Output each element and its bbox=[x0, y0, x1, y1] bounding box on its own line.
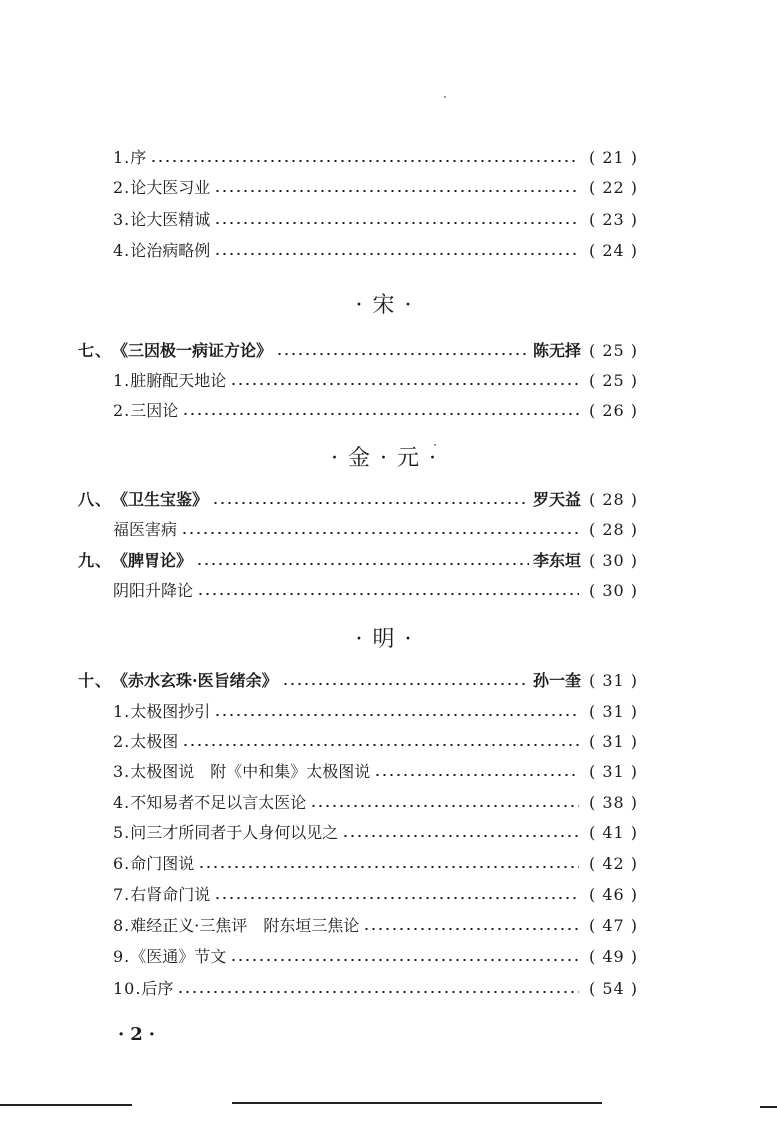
entry-title: 三因论 bbox=[130, 401, 179, 420]
chapter-number: 八、 bbox=[78, 490, 113, 509]
chapter-title: 《卫生宝鉴》 bbox=[112, 490, 209, 509]
entry-number: 10. bbox=[113, 979, 142, 998]
toc-chapter bbox=[78, 548, 638, 574]
page-number: ·2· bbox=[118, 1024, 162, 1045]
entry-title: 后序 bbox=[141, 979, 174, 998]
toc-entry bbox=[113, 882, 638, 908]
entry-title: 论大医习业 bbox=[130, 178, 211, 197]
entry-title: 太极图 bbox=[130, 732, 179, 751]
scan-edge-line bbox=[232, 1102, 602, 1104]
chapter-author: 李东垣 bbox=[532, 551, 581, 570]
dot-leader bbox=[363, 927, 579, 931]
dot-leader bbox=[374, 773, 579, 777]
toc-entry bbox=[113, 145, 638, 171]
dot-leader bbox=[276, 352, 529, 356]
entry-page: ( 47 ) bbox=[588, 916, 638, 935]
toc-entry bbox=[113, 578, 638, 604]
entry-page: ( 31 ) bbox=[588, 762, 638, 781]
entry-page: ( 21 ) bbox=[588, 148, 638, 167]
toc-entry bbox=[113, 790, 638, 816]
toc-chapter bbox=[78, 668, 638, 694]
dot-leader bbox=[182, 743, 579, 747]
entry-page: ( 49 ) bbox=[588, 947, 638, 966]
chapter-title: 《脾胃论》 bbox=[112, 551, 193, 570]
dot-leader bbox=[214, 189, 579, 193]
dot-leader bbox=[196, 562, 529, 566]
entry-number: 4. bbox=[113, 793, 131, 812]
chapter-title: 《赤水玄珠·医旨绪余》 bbox=[112, 671, 278, 690]
dot-leader bbox=[181, 531, 579, 535]
entry-number: 2. bbox=[113, 401, 131, 420]
entry-title: 太极图抄引 bbox=[130, 702, 211, 721]
entry-number: 3. bbox=[113, 210, 131, 229]
entry-title: 论大医精诚 bbox=[130, 210, 211, 229]
dot-leader bbox=[282, 682, 529, 686]
entry-number: 1. bbox=[113, 148, 131, 167]
dot-leader bbox=[177, 990, 579, 994]
toc-entry bbox=[113, 913, 638, 939]
entry-page: ( 46 ) bbox=[588, 885, 638, 904]
dot-leader bbox=[342, 834, 579, 838]
entry-title: 论治病略例 bbox=[130, 241, 211, 260]
toc-entry bbox=[113, 368, 638, 394]
entry-page: ( 23 ) bbox=[588, 210, 638, 229]
entry-page: ( 25 ) bbox=[588, 341, 638, 360]
entry-title: 福医害病 bbox=[113, 520, 178, 539]
section-heading-ming: ·明· bbox=[355, 627, 422, 652]
entry-title: 命门图说 bbox=[130, 854, 195, 873]
dot-leader bbox=[197, 592, 579, 596]
dot-leader bbox=[230, 382, 579, 386]
section-heading-jinyuan: ·金·元· bbox=[331, 446, 446, 471]
toc-entry bbox=[113, 699, 638, 725]
toc-chapter bbox=[78, 338, 638, 364]
toc-entry bbox=[113, 851, 638, 877]
dot-leader bbox=[310, 804, 579, 808]
scan-speck bbox=[444, 96, 446, 98]
toc-entry bbox=[113, 759, 638, 785]
entry-page: ( 24 ) bbox=[588, 241, 638, 260]
dot-leader bbox=[214, 252, 579, 256]
toc-entry bbox=[113, 976, 638, 1002]
toc-entry bbox=[113, 207, 638, 233]
dot-leader bbox=[198, 865, 579, 869]
entry-number: 5. bbox=[113, 823, 131, 842]
entry-number: 4. bbox=[113, 241, 131, 260]
dot-leader bbox=[230, 958, 579, 962]
entry-title: 不知易者不足以言太医论 bbox=[130, 793, 307, 812]
entry-page: ( 28 ) bbox=[588, 520, 638, 539]
section-heading-song: ·宋· bbox=[355, 293, 422, 318]
toc-chapter bbox=[78, 487, 638, 513]
entry-page: ( 31 ) bbox=[588, 702, 638, 721]
entry-page: ( 28 ) bbox=[588, 490, 638, 509]
chapter-number: 七、 bbox=[78, 341, 113, 360]
entry-page: ( 41 ) bbox=[588, 823, 638, 842]
entry-page: ( 31 ) bbox=[588, 732, 638, 751]
entry-title: 《医通》节文 bbox=[130, 947, 227, 966]
entry-title: 序 bbox=[130, 148, 147, 167]
entry-title: 太极图说 附《中和集》太极图说 bbox=[130, 762, 371, 781]
dot-leader bbox=[214, 713, 579, 717]
scan-speck bbox=[434, 444, 436, 446]
toc-entry bbox=[113, 517, 638, 543]
entry-number: 6. bbox=[113, 854, 131, 873]
toc-entry bbox=[113, 175, 638, 201]
toc-entry bbox=[113, 729, 638, 755]
chapter-number: 十、 bbox=[78, 671, 113, 690]
scan-edge-line bbox=[0, 1104, 132, 1106]
scan-edge-line bbox=[760, 1106, 777, 1108]
toc-entry bbox=[113, 820, 638, 846]
entry-number: 7. bbox=[113, 885, 131, 904]
entry-number: 9. bbox=[113, 947, 131, 966]
chapter-number: 九、 bbox=[78, 551, 113, 570]
chapter-author: 孙一奎 bbox=[532, 671, 581, 690]
dot-leader bbox=[182, 412, 579, 416]
entry-page: ( 30 ) bbox=[588, 551, 638, 570]
entry-number: 3. bbox=[113, 762, 131, 781]
entry-number: 2. bbox=[113, 178, 131, 197]
entry-number: 1. bbox=[113, 702, 131, 721]
entry-title: 问三才所同者于人身何以见之 bbox=[130, 823, 339, 842]
entry-number: 2. bbox=[113, 732, 131, 751]
entry-page: ( 22 ) bbox=[588, 178, 638, 197]
dot-leader bbox=[212, 501, 529, 505]
entry-page: ( 26 ) bbox=[588, 401, 638, 420]
chapter-title: 《三因极一病证方论》 bbox=[112, 341, 273, 360]
entry-title: 右肾命门说 bbox=[130, 885, 211, 904]
chapter-author: 陈无择 bbox=[532, 341, 581, 360]
entry-page: ( 31 ) bbox=[588, 671, 638, 690]
entry-page: ( 30 ) bbox=[588, 581, 638, 600]
dot-leader bbox=[214, 896, 579, 900]
dot-leader bbox=[150, 159, 579, 163]
entry-page: ( 25 ) bbox=[588, 371, 638, 390]
entry-page: ( 38 ) bbox=[588, 793, 638, 812]
entry-number: 8. bbox=[113, 916, 131, 935]
chapter-author: 罗天益 bbox=[532, 490, 581, 509]
toc-entry bbox=[113, 238, 638, 264]
toc-entry bbox=[113, 398, 638, 424]
entry-title: 脏腑配天地论 bbox=[130, 371, 227, 390]
entry-number: 1. bbox=[113, 371, 131, 390]
entry-title: 阴阳升降论 bbox=[113, 581, 194, 600]
dot-leader bbox=[214, 221, 579, 225]
toc-entry bbox=[113, 944, 638, 970]
entry-page: ( 42 ) bbox=[588, 854, 638, 873]
entry-page: ( 54 ) bbox=[588, 979, 638, 998]
entry-title: 难经正义·三焦评 附东垣三焦论 bbox=[130, 916, 360, 935]
